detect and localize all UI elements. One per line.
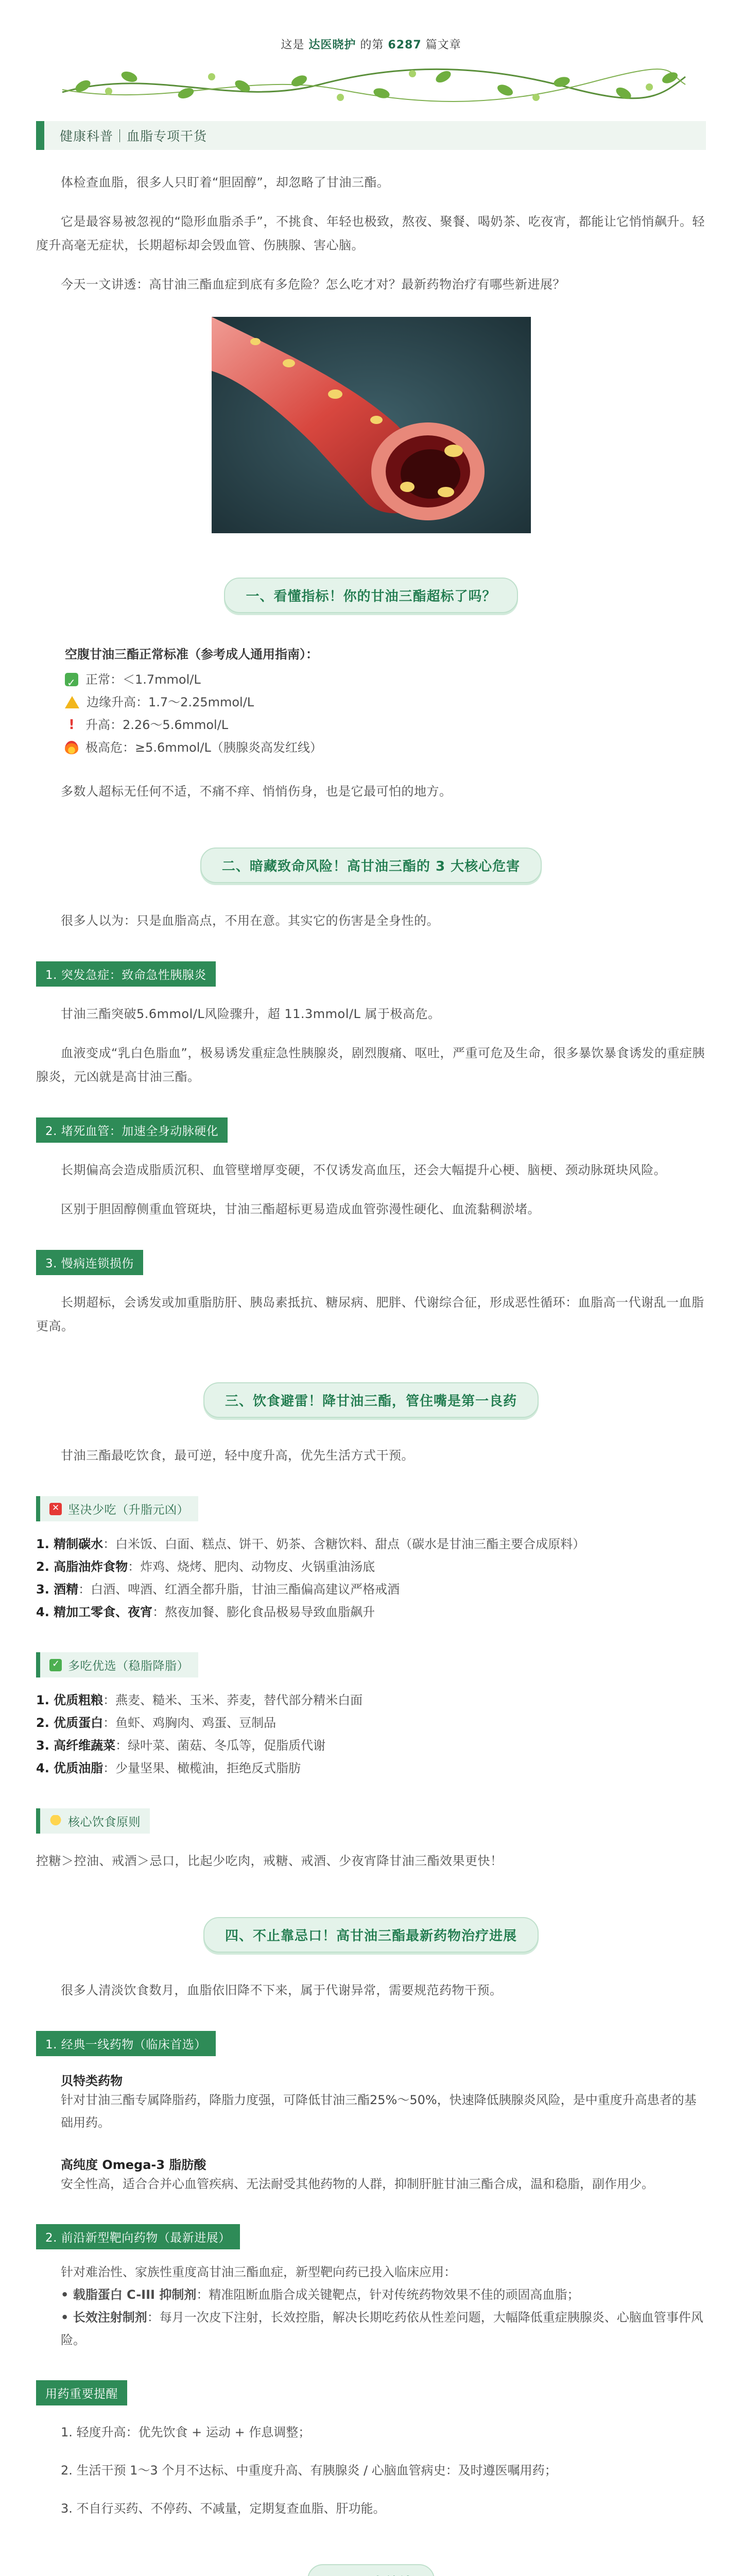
warning-icon <box>65 696 79 708</box>
brand-name: 达医晓护 <box>308 39 356 52</box>
standard-title: 空腹甘油三酯正常标准（参考成人通用指南）： <box>65 647 318 662</box>
cross-icon <box>49 1503 62 1515</box>
article-count: 6287 <box>388 39 422 52</box>
medication-tips-tag: 用药重要提醒 <box>36 2380 127 2405</box>
list-item: ! 升高：2.26～5.6mmol/L <box>65 714 706 736</box>
standard-note: 多数人超标无任何不适，不痛不痒、悄悄伤身，也是它最可怕的地方。 <box>61 784 452 799</box>
exclamation-icon: ! <box>68 717 75 733</box>
list-item: 2. 高脂油炸食物：炸鸡、烧烤、肥肉、动物皮、火锅重油汤底 <box>36 1560 375 1574</box>
column-label: 健康科普｜血脂专项干货 <box>36 121 706 150</box>
harm-lead: 很多人以为：只是血脂高点，不用在意。其实它的伤害是全身性的。 <box>61 913 439 928</box>
blood-vessel-illustration <box>212 317 531 533</box>
list-item: 4. 精加工零食、夜宵：熬夜加餐、膨化食品极易导致血脂飙升 <box>36 1605 375 1619</box>
avoid-list <box>36 1533 706 1623</box>
list-item: 1. 精制碳水：白米饭、白面、糕点、饼干、奶茶、含糖饮料、甜点（碳水是甘油三酯主要合成原料） <box>36 1537 585 1551</box>
check-icon <box>49 1659 62 1671</box>
drug-tag-1: 1. 经典一线药物（临床首选） <box>36 2031 216 2056</box>
intro-paragraph-3: 今天一文讲透：高甘油三酯血症到底有多危险？怎么吃才对？最新药物治疗有哪些新进展？ <box>61 277 565 292</box>
drug-new-lead: 针对难治性、家族性重度高甘油三酯血症，新型靶向药已投入临床应用： <box>61 2265 456 2279</box>
harm-paragraph: 甘油三酯突破5.6mmol/L风险骤升，超 11.3mmol/L 属于极高危。 <box>61 1007 441 1021</box>
harm-paragraph: 长期超标，会诱发或加重脂肪肝、胰岛素抵抗、糖尿病、肥胖、代谢综合征，形成恶性循环：血脂高一代谢乱一血脂更高。 <box>36 1295 704 1333</box>
harm-paragraph: 区别于胆固醇侧重血管斑块，甘油三酯超标更易造成血管弥漫性硬化、血流黏稠淤堵。 <box>61 1202 540 1216</box>
intro-paragraph-1: 体检查血脂，很多人只盯着“胆固醇”，却忽略了甘油三酯。 <box>61 175 390 190</box>
lightbulb-icon <box>49 1815 62 1827</box>
section-2-heading: 二、暗藏致命风险！高甘油三酯的 3 大核心危害 <box>200 848 542 883</box>
list-item: 2. 生活干预 1～3 个月不达标、中重度升高、有胰腺炎 / 心脑血管病史：及时遵医嘱用药； <box>61 2463 557 2478</box>
list-item: 1. 优质粗粮：燕麦、糙米、玉米、荞麦，替代部分精米白面 <box>36 1693 363 1707</box>
eat-list <box>36 1689 706 1780</box>
list-item: 2. 优质蛋白：鱼虾、鸡胸肉、鸡蛋、豆制品 <box>36 1716 277 1730</box>
list-item: 极高危：≥5.6mmol/L（胰腺炎高发红线） <box>65 736 706 759</box>
diet-lead: 甘油三酯最吃饮食，最可逆，轻中度升高，优先生活方式干预。 <box>61 1448 414 1463</box>
section-3-heading: 三、饮食避雷！降甘油三酯，管住嘴是第一良药 <box>203 1382 539 1418</box>
vine-decoration-icon <box>52 61 691 108</box>
drug-name: 高纯度 Omega-3 脂肪酸 <box>61 2158 206 2172</box>
drug-description: 安全性高，适合合并心血管疾病、无法耐受其他药物的人群，抑制肝脏甘油三酯合成，温和稳脂，副作用少。 <box>61 2177 654 2191</box>
list-item: • 长效注射制剂：每月一次皮下注射，长效控脂，解决长期吃药依从性差问题，大幅降低重症胰腺炎、心脑血管事件风险。 <box>61 2310 703 2347</box>
list-item: 4. 优质油脂：少量坚果、橄榄油，拒绝反式脂肪 <box>36 1761 301 1775</box>
drug-name: 贝特类药物 <box>61 2074 123 2088</box>
eat-tag: ✓ 多吃优选（稳脂降脂） <box>36 1652 198 1677</box>
harm-paragraph: 血液变成“乳白色脂血”，极易诱发重症急性胰腺炎，剧烈腹痛、呕吐，严重可危及生命，很多暴饮暴食诱发的重症胰腺炎，元凶就是高甘油三酯。 <box>36 1046 705 1084</box>
harm-tag-3: 3. 慢病连锁损伤 <box>36 1250 143 1275</box>
harm-tag-2: 2. 堵死血管：加速全身动脉硬化 <box>36 1117 228 1143</box>
check-icon <box>65 673 78 686</box>
drug-lead: 很多人清淡饮食数月，血脂依旧降不下来，属于代谢异常，需要规范药物干预。 <box>61 1983 503 1997</box>
fire-icon <box>65 741 78 754</box>
harm-tag-1: 1. 突发急症：致命急性胰腺炎 <box>36 961 216 987</box>
list-item: 3. 不自行买药、不停药、不减量，定期复查血脂、肝功能。 <box>61 2501 386 2516</box>
article-count-line: 这是 达医晓护 的第 6287 篇文章 <box>281 39 461 52</box>
list-item: • 载脂蛋白 C-III 抑制剂：精准阻断血脂合成关键靶点，针对传统药物效果不佳的顽固高血脂； <box>61 2287 580 2302</box>
list-item: 3. 高纤维蔬菜：绿叶菜、菌菇、冬瓜等，促脂质代谢 <box>36 1738 326 1753</box>
drug-description: 针对甘油三酯专属降脂药，降脂力度强，可降低甘油三酯25%～50%，快速降低胰腺炎风险，是中重度升高患者的基础用药。 <box>61 2093 697 2130</box>
section-4-heading: 四、不止靠忌口！高甘油三酯最新药物治疗进展 <box>203 1917 539 1953</box>
list-item: 边缘升高：1.7～2.25mmol/L <box>65 691 706 714</box>
avoid-tag: ✕ 坚决少吃（升脂元凶） <box>36 1496 198 1521</box>
core-principle-tag: 核心饮食原则 <box>36 1808 150 1834</box>
harm-paragraph: 长期偏高会造成脂质沉积、血管壁增厚变硬，不仅诱发高血压，还会大幅提升心梗、脑梗、颈动脉斑块风险。 <box>61 1163 666 1177</box>
core-principle-text: 控糖＞控油、戒酒＞忌口，比起少吃肉，戒糖、戒酒、少夜宵降甘油三酯效果更快！ <box>36 1854 503 1868</box>
medication-tips-list <box>36 2421 706 2520</box>
list-item: 3. 酒精：白酒、啤酒、红酒全都升脂，甘油三酯偏高建议严格戒酒 <box>36 1582 400 1597</box>
section-1-heading: 一、看懂指标！你的甘油三酯超标了吗？ <box>224 578 517 613</box>
list-item: 1. 轻度升高：优先饮食 + 运动 + 作息调整； <box>61 2425 311 2439</box>
drug-tag-2: 2. 前沿新型靶向药物（最新进展） <box>36 2224 240 2249</box>
standard-list <box>36 668 706 759</box>
list-item: ✓ 正常：＜1.7mmol/L <box>65 668 706 691</box>
section-5-heading <box>307 2564 434 2576</box>
intro-paragraph-2: 它是最容易被忽视的“隐形血脂杀手”，不挑食、年轻也极致，熬夜、聚餐、喝奶茶、吃夜宵，都能让它悄悄飙升。轻度升高毫无症状，长期超标却会毁血管、伤胰腺、害心脑。 <box>36 214 705 252</box>
